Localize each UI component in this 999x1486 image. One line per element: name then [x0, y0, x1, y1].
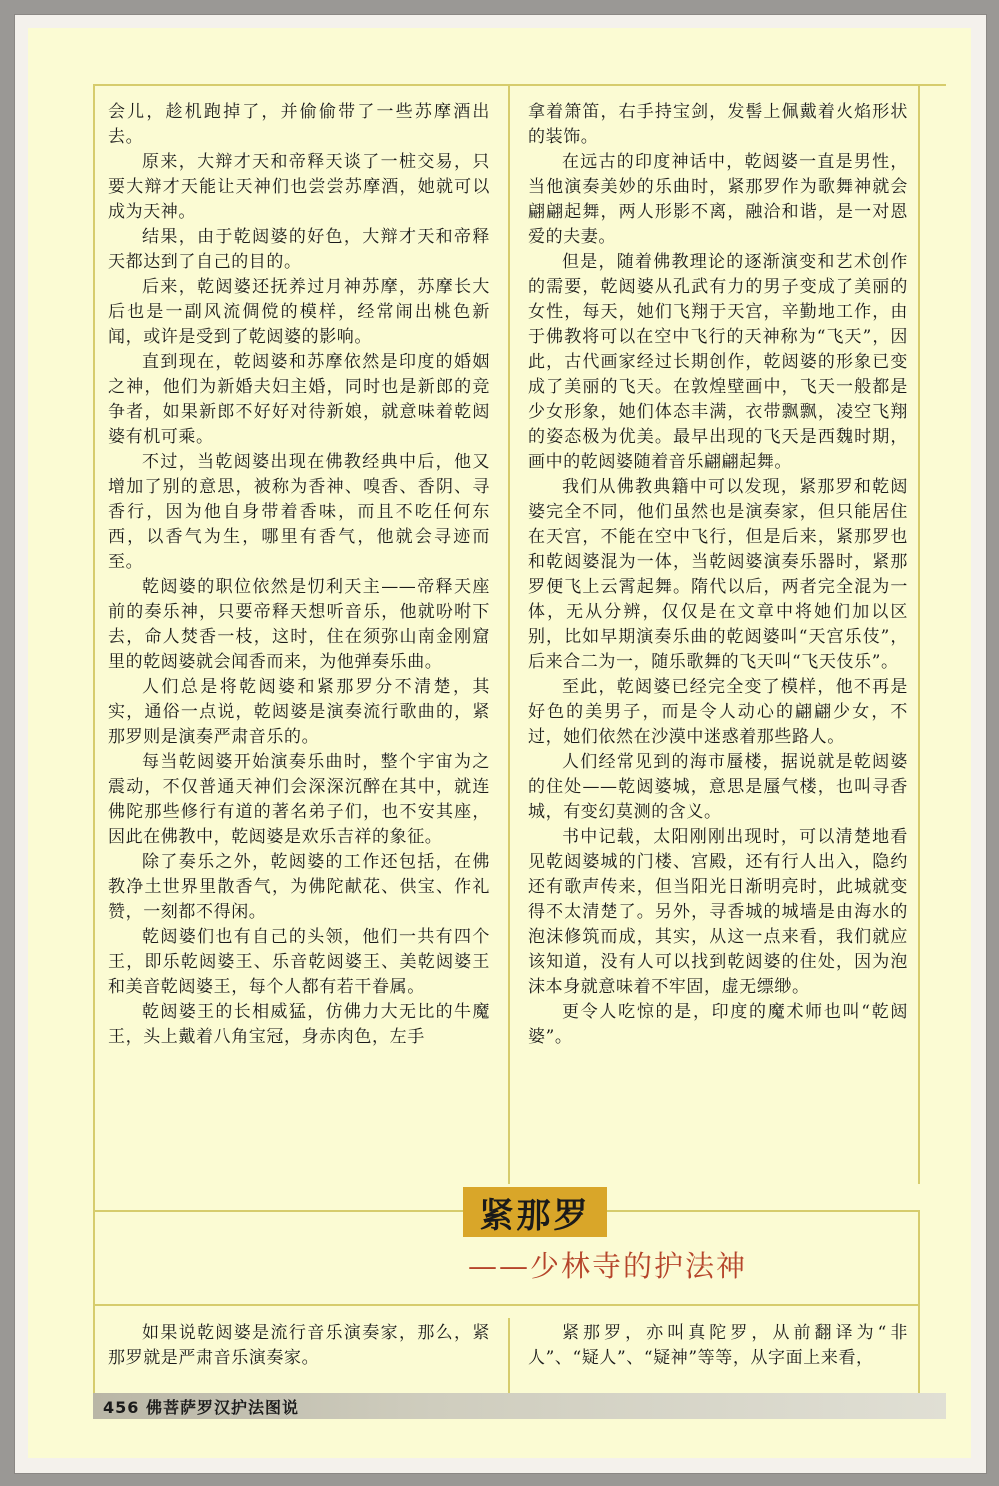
section-title: 紧那罗	[479, 1195, 591, 1236]
left-paragraph: 原来，大辩才天和帝释天谈了一桩交易，只要大辩才天能让天神们也尝尝苏摩酒，她就可以成为天神。	[108, 152, 490, 222]
left-paragraph: 每当乾闼婆开始演奏乐曲时，整个宇宙为之震动，不仅普通天神们会深深沉醉在其中，就连佛陀那些修行有道的著名弟子们，也不安其座，因此在佛教中，乾闼婆是欢乐吉祥的象征。	[108, 752, 490, 847]
right-paragraph: 在远古的印度神话中，乾闼婆一直是男性，当他演奏美妙的乐曲时，紧那罗作为歌舞神就会翩翩起舞，两人形影不离，融洽和谐，是一对恩爱的夫妻。	[528, 152, 908, 247]
section-rule-left	[93, 1210, 463, 1212]
right-paragraph: 书中记载，太阳刚刚出现时，可以清楚地看见乾闼婆城的门楼、宫殿，还有行人出入，隐约还有歌声传来，但当阳光日渐明亮时，此城就变得不太清楚了。另外，寻香城的城墙是由海水的泡沫修筑而成，其实，从这一点来看，我们就应该知道，没有人可以找到乾闼婆的住处，因为泡沫本身就意味着不牢固，虚无缥缈。	[528, 827, 908, 997]
left-paragraph: 不过，当乾闼婆出现在佛教经典中后，他又增加了别的意思，被称为香神、嗅香、香阴、寻香行，因为他自身带着香味，而且不吃任何东西，以香气为生，哪里有香气，他就会寻迹而至。	[108, 452, 490, 572]
right-paragraph: 更令人吃惊的是，印度的魔术师也叫“乾闼婆”。	[528, 1002, 908, 1047]
section-left-paragraph: 如果说乾闼婆是流行音乐演奏家，那么，紧那罗就是严肃音乐演奏家。	[108, 1323, 490, 1368]
right-paragraph: 至此，乾闼婆已经完全变了模样，他不再是好色的美男子，而是令人动心的翩翩少女，不过，她们依然在沙漠中迷惑着那些路人。	[528, 677, 908, 747]
right-rule-lower	[918, 1210, 920, 1394]
section-right-column	[528, 1321, 908, 1371]
section-title-box	[463, 1187, 607, 1237]
left-paragraph: 乾闼婆王的长相威猛，仿佛力大无比的牛魔王，头上戴着八角宝冠，身赤肉色，左手	[108, 1002, 490, 1047]
section-rule-right	[607, 1210, 918, 1212]
center-rule-upper	[508, 84, 510, 1184]
left-column	[108, 100, 490, 1050]
left-rule	[93, 84, 95, 1394]
left-paragraph: 结果，由于乾闼婆的好色，大辩才天和帝释天都达到了自己的目的。	[108, 227, 490, 272]
left-paragraph: 除了奏乐之外，乾闼婆的工作还包括，在佛教净土世界里散香气，为佛陀献花、供宝、作礼赞，一刻都不得闲。	[108, 852, 490, 922]
left-paragraph: 人们总是将乾闼婆和紧那罗分不清楚，其实，通俗一点说，乾闼婆是演奏流行歌曲的，紧那罗则是演奏严肃音乐的。	[108, 677, 490, 747]
section-left-column	[108, 1321, 490, 1371]
left-paragraph: 乾闼婆的职位依然是忉利天主——帝释天座前的奏乐神，只要帝释天想听音乐，他就吩咐下去，命人焚香一枝，这时，住在须弥山南金刚窟里的乾闼婆就会闻香而来，为他弹奏乐曲。	[108, 577, 490, 672]
right-paragraph: 我们从佛教典籍中可以发现，紧那罗和乾闼婆完全不同，他们虽然也是演奏家，但只能居住在天宫，不能在空中飞行，但是后来，紧那罗也和乾闼婆混为一体，当乾闼婆演奏乐器时，紧那罗便飞上云霄起舞。隋代以后，两者完全混为一体，无从分辨，仅仅是在文章中将她们加以区别，比如早期演奏乐曲的乾闼婆叫“天宫乐伎”，后来合二为一，随乐歌舞的飞天叫“飞天伎乐”。	[528, 477, 908, 672]
left-paragraph: 直到现在，乾闼婆和苏摩依然是印度的婚姻之神，他们为新婚夫妇主婚，同时也是新郎的竞争者，如果新郎不好好对待新娘，就意味着乾闼婆有机可乘。	[108, 352, 490, 447]
right-rule-upper	[918, 84, 920, 1184]
right-column	[528, 100, 908, 1050]
section-right-paragraph: 紧那罗，亦叫真陀罗，从前翻译为“非人”、“疑人”、“疑神”等等，从字面上来看，	[528, 1323, 908, 1368]
right-paragraph: 拿着箫笛，右手持宝剑，发髻上佩戴着火焰形状的装饰。	[528, 102, 908, 147]
left-paragraph: 乾闼婆们也有自己的头领，他们一共有四个王，即乐乾闼婆王、乐音乾闼婆王、美乾闼婆王和美音乾闼婆王，每个人都有若干眷属。	[108, 927, 490, 997]
page-footer	[93, 1393, 946, 1419]
page-number-label: 456 佛菩萨罗汉护法图说	[103, 1397, 299, 1417]
center-rule-lower	[508, 1318, 510, 1394]
right-paragraph: 但是，随着佛教理论的逐渐演变和艺术创作的需要，乾闼婆从孔武有力的男子变成了美丽的女性，每天，她们飞翔于天宫，辛勤地工作，由于佛教将可以在空中飞行的天神称为“飞天”，因此，古代画家经过长期创作，乾闼婆的形象已变成了美丽的飞天。在敦煌壁画中，飞天一般都是少女形象，她们体态丰满，衣带飘飘，凌空飞翔的姿态极为优美。最早出现的飞天是西魏时期，画中的乾闼婆随着音乐翩翩起舞。	[528, 252, 908, 472]
left-paragraph: 后来，乾闼婆还抚养过月神苏摩，苏摩长大后也是一副风流倜傥的模样，经常闹出桃色新闻，或许是受到了乾闼婆的影响。	[108, 277, 490, 347]
right-paragraph: 人们经常见到的海市蜃楼，据说就是乾闼婆的住处——乾闼婆城，意思是蜃气楼，也叫寻香城，有变幻莫测的含义。	[528, 752, 908, 822]
section-subtitle: ——少林寺的护法神	[468, 1249, 748, 1283]
subtitle-rule	[93, 1304, 918, 1306]
top-rule	[93, 84, 946, 86]
left-paragraph: 会儿，趁机跑掉了，并偷偷带了一些苏摩酒出去。	[108, 102, 490, 147]
